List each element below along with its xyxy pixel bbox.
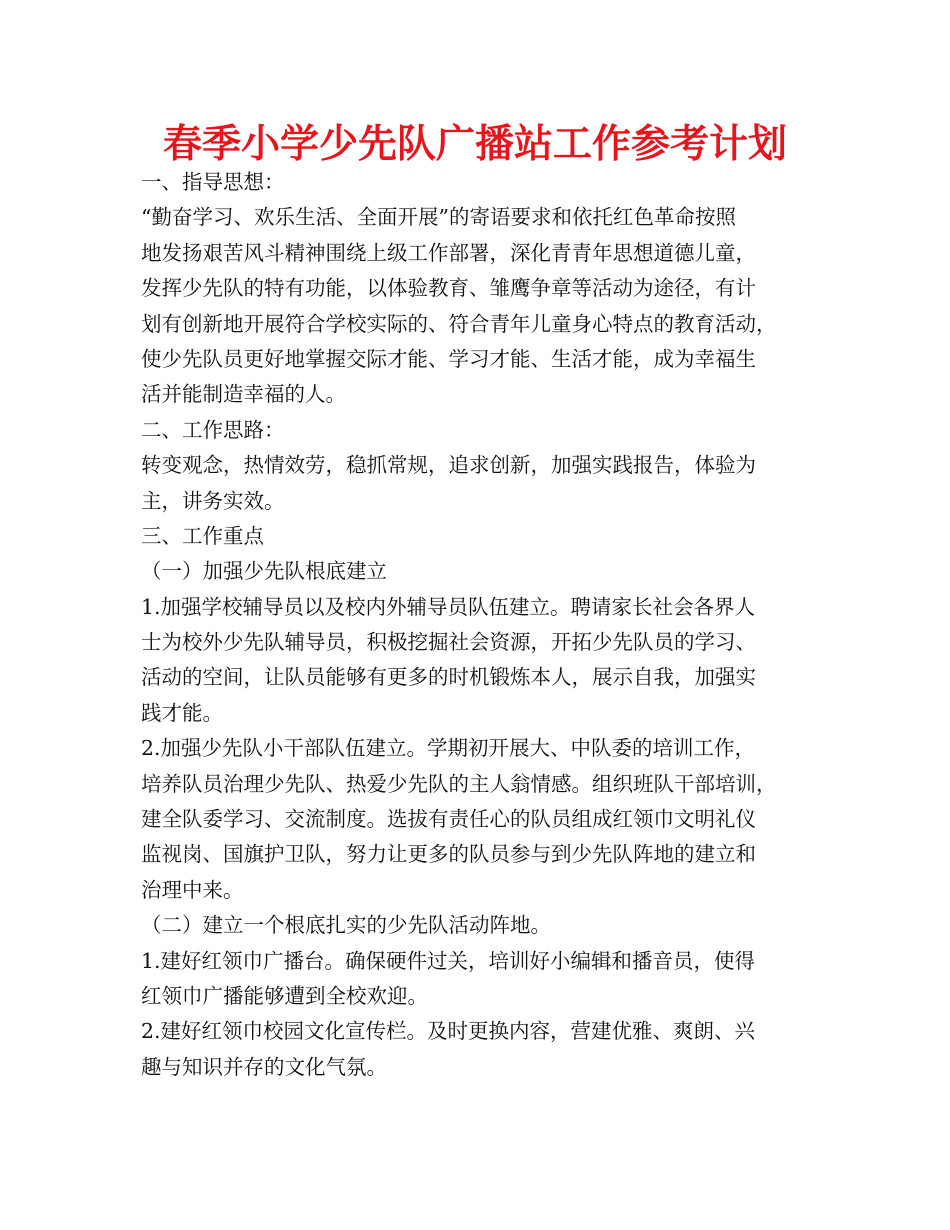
body-line: 红领巾广播能够遭到全校欢迎。: [141, 983, 428, 1008]
body-line: 1.加强学校辅导员以及校内外辅导员队伍建立。聘请家长社会各界人: [141, 594, 756, 619]
section-heading-work-approach: 二、工作思路：: [141, 417, 285, 442]
body-line: 2.加强少先队小干部队伍建立。学期初开展大、中队委的培训工作，: [141, 736, 756, 761]
body-line: 2.建好红领巾校园文化宣传栏。及时更换内容，营建优雅、爽朗、兴: [141, 1019, 756, 1044]
body-line: 地发扬艰苦风斗精神围绕上级工作部署，深化青青年思想道德儿童，: [141, 240, 756, 265]
body-line: “勤奋学习、欢乐生活、全面开展”的寄语要求和依托红色革命按照: [141, 205, 736, 230]
body-line: 划有创新地开展符合学校实际的、符合青年儿童身心特点的教育活动，: [141, 311, 777, 336]
body-line: 士为校外少先队辅导员，积极挖掘社会资源，开拓少先队员的学习、: [141, 630, 756, 655]
subsection-heading-foundation: （一）加强少先队根底建立: [141, 559, 387, 584]
body-line: 活并能制造幸福的人。: [141, 382, 346, 407]
section-heading-work-focus: 三、工作重点: [141, 523, 264, 548]
body-line: 1.建好红领巾广播台。确保硬件过关，培训好小编辑和播音员，使得: [141, 948, 756, 973]
body-line: 践才能。: [141, 700, 223, 725]
document-title: 春季小学少先队广播站工作参考计划: [162, 121, 787, 167]
document-body: [141, 165, 831, 1085]
body-line: 治理中来。: [141, 877, 244, 902]
body-line: 转变观念，热情效劳，稳抓常规，追求创新，加强实践报告，体验为: [141, 453, 756, 478]
section-heading-guiding-thought: 一、指导思想：: [141, 170, 285, 194]
body-line: 主，讲务实效。: [141, 488, 285, 513]
subsection-heading-activity-base: （二）建立一个根底扎实的少先队活动阵地。: [141, 913, 551, 938]
body-line: 建全队委学习、交流制度。选拔有责任心的队员组成红领巾文明礼仪: [141, 807, 756, 832]
body-line: 活动的空间，让队员能够有更多的时机锻炼本人，展示自我，加强实: [141, 665, 756, 690]
body-line: 发挥少先队的特有功能，以体验教育、雏鹰争章等活动为途径，有计: [141, 276, 756, 301]
body-line: 趣与知识并存的文化气氛。: [141, 1054, 387, 1079]
body-line: 培养队员治理少先队、热爱少先队的主人翁情感。组织班队干部培训，: [141, 771, 777, 796]
body-line: 使少先队员更好地掌握交际才能、学习才能、生活才能，成为幸福生: [141, 346, 756, 371]
body-line: 监视岗、国旗护卫队，努力让更多的队员参与到少先队阵地的建立和: [141, 842, 756, 867]
